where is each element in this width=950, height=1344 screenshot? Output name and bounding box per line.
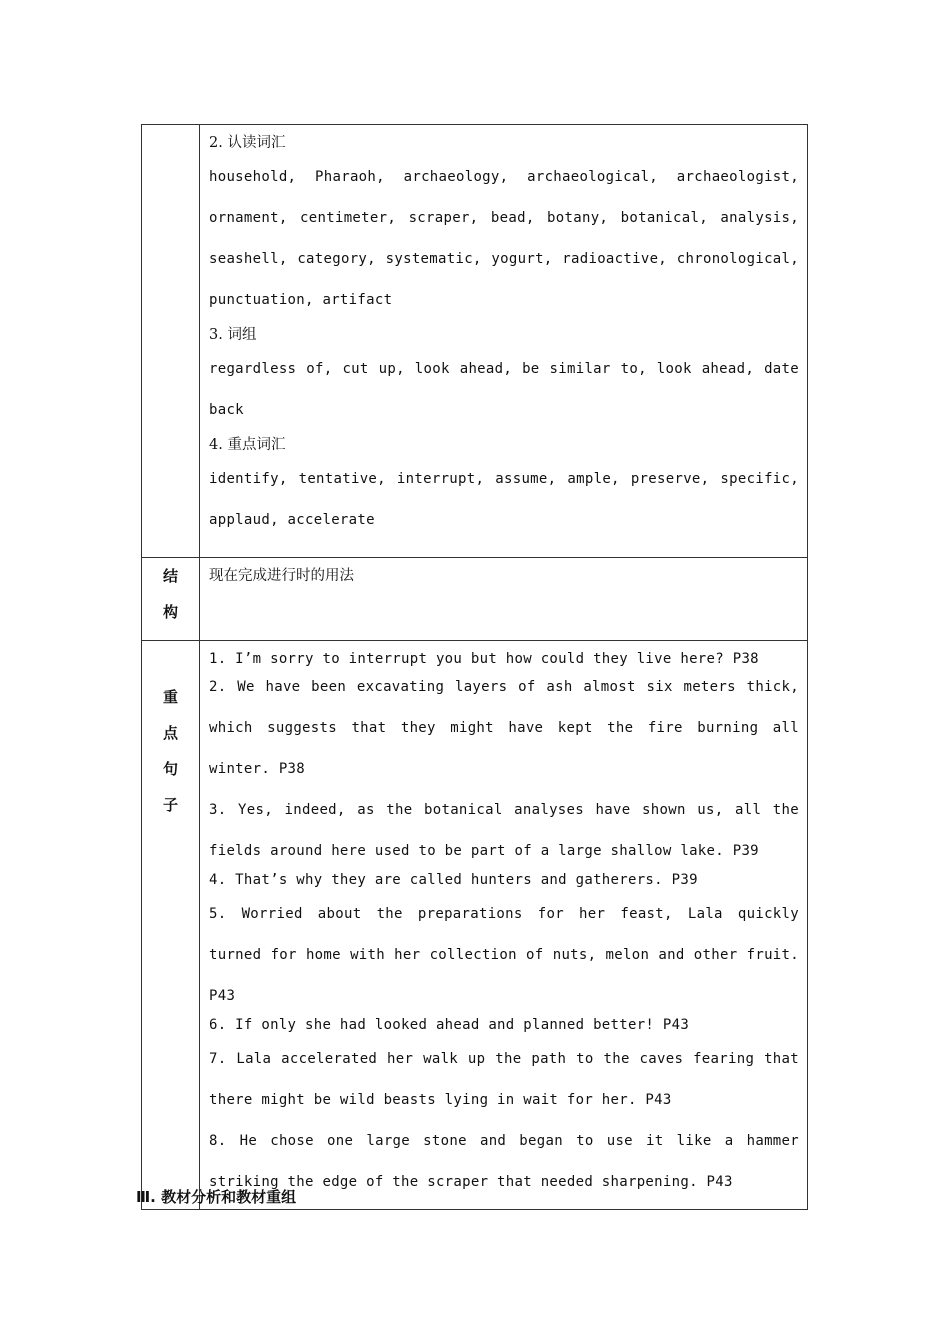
key-sentences-row <box>142 641 808 1210</box>
key-vocab-line: identify, tentative, interrupt, assume, ample, preserve, specific, <box>209 471 799 487</box>
sentence-item: 2. We have been excavating layers of ash almost six meters thick, which suggests that they might have kept the fire burning all winter. P38 <box>209 679 799 777</box>
structure-row <box>142 558 808 641</box>
sentence-item: 8. He chose one large stone and began to use it like a hammer striking the edge of the scraper that needed sharpening. P43 <box>209 1133 799 1190</box>
key-vocab-line: applaud, accelerate <box>209 512 375 528</box>
sentence-item: 4. That’s why they are called hunters and gatherers. P39 <box>209 872 698 888</box>
structure-label <box>142 558 200 641</box>
key-sentences-label-char: 重 <box>162 688 178 706</box>
key-sentences-label-char: 句 <box>162 760 178 778</box>
sentence-item: 6. If only she had looked ahead and planned better! P43 <box>209 1017 690 1033</box>
key-sentences-label-char: 子 <box>162 796 178 814</box>
sentence-item: 3. Yes, indeed, as the botanical analyses have shown us, all the fields around here used to be part of a large shallow lake. P39 <box>209 802 799 859</box>
recognize-vocab-line: punctuation, artifact <box>209 292 393 308</box>
vocabulary-row <box>142 125 808 558</box>
structure-text: 现在完成进行时的用法 <box>209 568 354 584</box>
sentence-item: 5. Worried about the preparations for her feast, Lala quickly turned for home with her collection of nuts, melon and other fruit. P43 <box>209 906 799 1004</box>
phrase-line: back <box>209 402 244 418</box>
key-sentences-label-char: 点 <box>162 724 178 742</box>
key-sentences-content <box>200 641 808 1210</box>
recognize-vocab-line: ornament, centimeter, scraper, bead, botany, botanical, analysis, <box>209 210 799 226</box>
recognize-vocab-line: household, Pharaoh, archaeology, archaeological, archaeologist, <box>209 169 799 185</box>
phrase-line: regardless of, cut up, look ahead, be similar to, look ahead, date <box>209 361 799 377</box>
structure-label-char: 结 <box>162 567 178 585</box>
structure-content <box>200 558 808 641</box>
vocabulary-content <box>200 125 808 558</box>
lesson-table <box>141 124 808 1210</box>
sentence-item: 7. Lala accelerated her walk up the path to the caves fearing that there might be wild beasts lying in wait for her. P43 <box>209 1051 799 1108</box>
key-vocab-heading: 4. 重点词汇 <box>209 437 286 453</box>
phrases-heading: 3. 词组 <box>209 327 257 343</box>
recognize-vocab-line: seashell, category, systematic, yogurt, radioactive, chronological, <box>209 251 799 267</box>
sentence-item: 1. I’m sorry to interrupt you but how could they live here? P38 <box>209 651 759 667</box>
vocabulary-label-cell <box>142 125 200 558</box>
key-sentences-label <box>142 641 200 1210</box>
structure-label-char: 构 <box>162 603 178 621</box>
section-heading: Ⅲ. 教材分析和教材重组 <box>136 1188 297 1206</box>
recognize-vocab-heading: 2. 认读词汇 <box>209 135 286 151</box>
